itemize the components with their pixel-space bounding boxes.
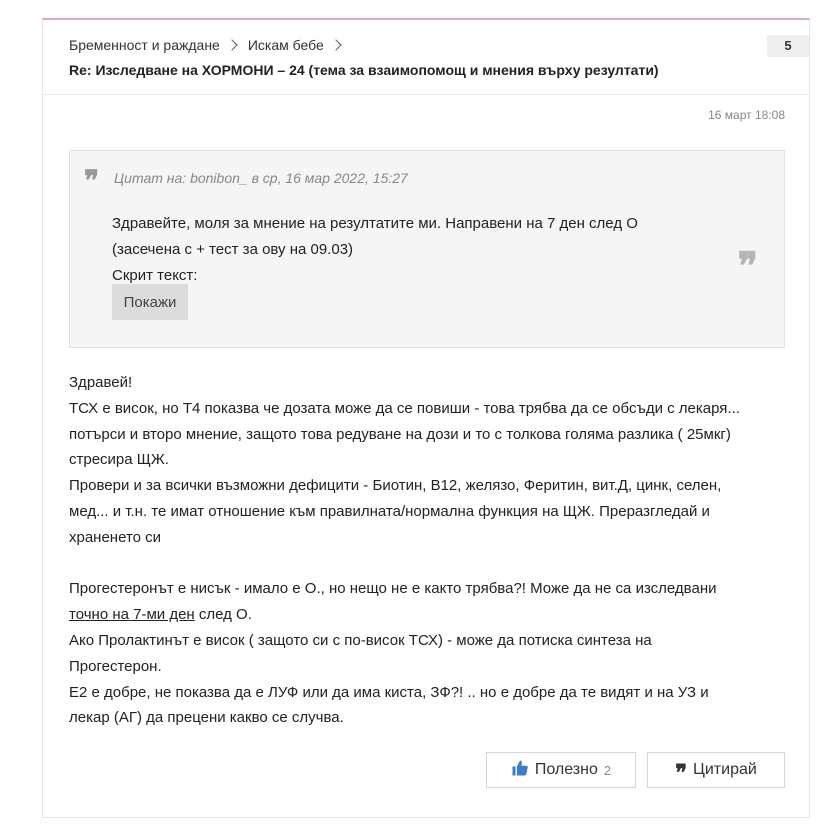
like-count: 2 xyxy=(603,762,612,778)
breadcrumb-item-want-baby[interactable]: Искам бебе xyxy=(247,37,324,53)
quote-line: Здравейте, моля за мнение на резултатите ми. Направени на 7 ден след О xyxy=(112,215,638,232)
show-hidden-text-button[interactable]: Покажи xyxy=(112,284,188,320)
like-button[interactable] xyxy=(486,752,636,788)
body-line: Прогестеронът е нисък - имало е О., но нещо не е както трябва?! Може да не са изследвани xyxy=(69,580,717,598)
body-line: потърси и второ мнение, защото това редуване на дози и то с толкова голяма разлика ( 25мкг) xyxy=(69,425,731,443)
body-text-span: след О. xyxy=(194,606,252,624)
post-card xyxy=(42,18,810,818)
body-line: Прогестерон. xyxy=(69,657,162,675)
body-line: Провери и за всички възможни дефицити - Биотин, В12, желязо, Феритин, вит.Д, цинк, селен, xyxy=(69,477,722,495)
quote-button[interactable] xyxy=(647,752,785,788)
thread-title[interactable]: Re: Изследване на ХОРМОНИ – 24 (тема за взаимопомощ и мнения върху резултати) xyxy=(69,62,659,78)
quote-open-icon: ❞ xyxy=(84,164,100,197)
body-line: храненето си xyxy=(69,528,162,546)
quote-icon: ❞ xyxy=(675,760,688,786)
body-line: Е2 е добре, не показва да е ЛУФ или да има киста, ЗФ?! .. но е добре да те видят и на УЗ и xyxy=(69,683,709,701)
post-body xyxy=(69,370,789,731)
post-number-badge: 5 xyxy=(767,35,809,57)
body-line: Здравей! xyxy=(69,374,133,391)
hidden-text-label: Скрит текст: xyxy=(112,267,198,284)
quote-block xyxy=(69,150,785,348)
post-timestamp: 16 март 18:08 xyxy=(708,108,785,122)
body-line: стресира ЩЖ. xyxy=(69,451,169,469)
quote-close-icon: ❞ xyxy=(737,243,758,288)
like-label: Полезно xyxy=(534,761,598,778)
body-line xyxy=(69,602,789,628)
chevron-right-icon xyxy=(330,39,341,50)
quote-source: Цитат на: bonibon_ в ср, 16 мар 2022, 15:27 xyxy=(114,170,408,186)
underlined-text: точно на 7-ми ден xyxy=(69,606,195,624)
thumbs-up-icon xyxy=(511,759,529,782)
body-line: мед... и т.н. те имат отношение към правилната/нормална функция на ЩЖ. Преразгледай и xyxy=(69,502,710,520)
body-line: лекар (АГ) да прецени какво се случва. xyxy=(69,709,344,727)
quote-line: (засечена с + тест за ову на 09.03) xyxy=(112,241,354,258)
breadcrumb xyxy=(69,37,352,53)
breadcrumb-item-pregnancy[interactable]: Бременност и раждане xyxy=(69,37,220,53)
body-line: ТСХ е висок, но Т4 показва че дозата може да се повиши - това трябва да се обсъди с лекаря... xyxy=(69,399,740,417)
body-line: Ако Пролактинът е висок ( защото си с по-висок ТСХ) - може да потиска синтеза на xyxy=(69,631,652,649)
quote-text xyxy=(112,211,712,289)
quote-label: Цитирай xyxy=(693,761,757,778)
paragraph-gap xyxy=(69,551,789,577)
chevron-right-icon xyxy=(226,39,237,50)
post-header xyxy=(43,20,809,95)
